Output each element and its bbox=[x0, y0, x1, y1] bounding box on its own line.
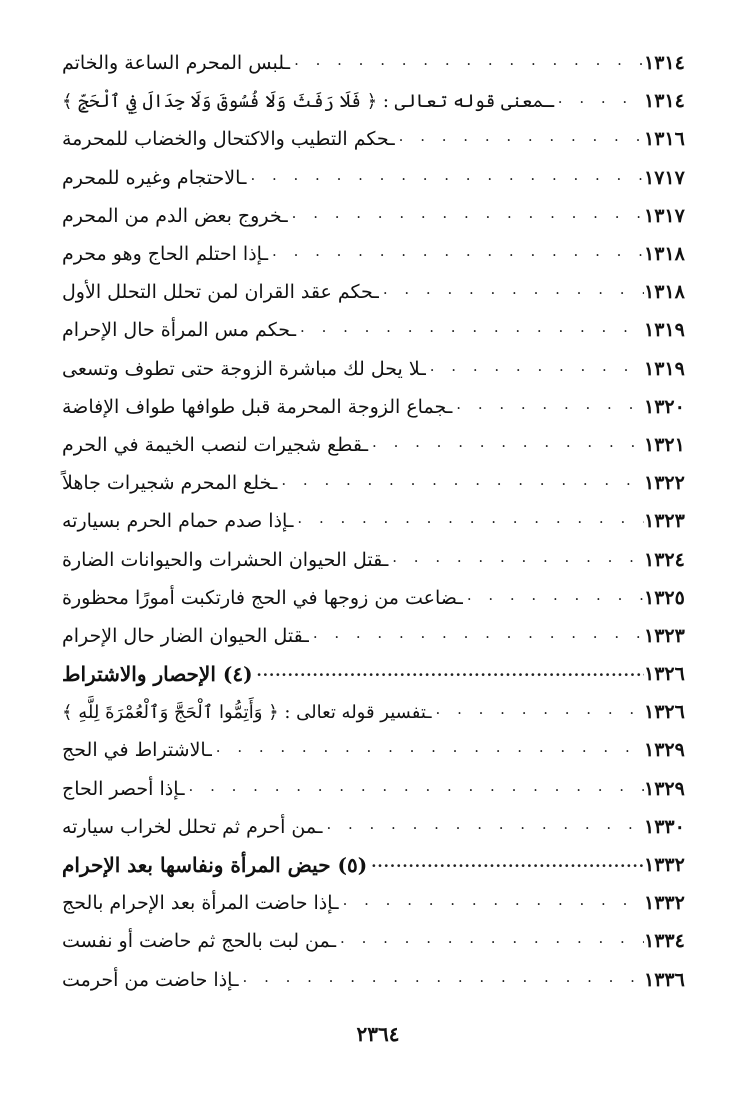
leader-dots bbox=[290, 53, 644, 73]
toc-entry-page: ١٣٢٣ bbox=[644, 624, 685, 647]
toc-entry bbox=[56, 961, 706, 999]
toc-entry-page: ١٣٢٢ bbox=[644, 472, 685, 495]
leader-dots bbox=[336, 931, 644, 951]
toc-entry bbox=[56, 464, 706, 502]
toc-entry bbox=[56, 426, 706, 464]
leader-dots bbox=[293, 511, 644, 531]
toc-entry bbox=[56, 579, 706, 617]
toc-entry bbox=[56, 197, 706, 235]
toc-entry bbox=[56, 120, 706, 158]
leader-dots bbox=[296, 320, 644, 340]
toc-entry bbox=[56, 82, 706, 120]
leader-dots bbox=[309, 626, 644, 646]
leader-dots bbox=[395, 129, 644, 149]
toc-section-heading bbox=[56, 846, 706, 884]
toc-entry bbox=[56, 159, 706, 197]
toc-entry-page: ١٣٢٩ bbox=[644, 739, 685, 762]
toc-entry-page: ١٣٢٤ bbox=[644, 548, 685, 571]
toc-section-page: ١٣٢٦ bbox=[644, 663, 685, 686]
toc-entry-page: ١٣٢٥ bbox=[644, 586, 685, 609]
toc-section-title: (٤) الإحصار والاشتراط bbox=[62, 662, 253, 687]
toc-entry bbox=[56, 922, 706, 960]
toc-entry bbox=[56, 311, 706, 349]
toc-entry bbox=[56, 350, 706, 388]
toc-entry bbox=[56, 44, 706, 82]
toc-entry-page: ١٧١٧ bbox=[644, 166, 685, 189]
toc-entry-title: ـإذا حاضت المرأة بعد الإحرام بالحج bbox=[62, 892, 339, 915]
toc-entry bbox=[56, 808, 706, 846]
toc-entry-page: ١٣١٨ bbox=[644, 281, 685, 304]
toc-entry-title: ـمعنى قوله تعالى : ﴿ فَلَا رَفَثَ وَلَا فُسُوقَ وَلَا جِدَالَ فِي ٱلْحَجِّ ﴾ bbox=[62, 90, 554, 112]
leader-dots bbox=[367, 855, 644, 875]
leader-dots bbox=[268, 244, 644, 264]
leader-dots bbox=[246, 168, 644, 188]
toc-section-page: ١٣٣٢ bbox=[644, 854, 685, 877]
toc-entry-title: ـإذا صدم حمام الحرم بسيارته bbox=[62, 510, 294, 533]
leader-dots bbox=[253, 664, 644, 684]
toc-entry-title: ـضاعت من زوجها في الحج فارتكبت أمورًا محظورة bbox=[62, 586, 463, 609]
toc-entry bbox=[56, 235, 706, 273]
toc-entry-page: ١٣٢٠ bbox=[644, 395, 685, 418]
toc-entry-page: ١٣٣٢ bbox=[644, 892, 685, 915]
toc-entry-page: ١٣١٨ bbox=[644, 243, 685, 266]
toc-entry-title: ـتفسير قوله تعالى : ﴿ وَأَتِمُّوا ٱلْحَجَّ وَٱلْعُمْرَةَ لِلَّهِ ﴾ bbox=[62, 701, 432, 723]
toc-entry bbox=[56, 884, 706, 922]
toc-entry bbox=[56, 731, 706, 769]
leader-dots bbox=[368, 435, 644, 455]
toc-entry-title: ـحكم التطيب والاكتحال والخضاب للمحرمة bbox=[62, 128, 395, 151]
leader-dots bbox=[426, 359, 644, 379]
toc-entry bbox=[56, 617, 706, 655]
toc-entry-page: ١٣١٤ bbox=[644, 90, 685, 113]
toc-entry-title: ـلبس المحرم الساعة والخاتم bbox=[62, 52, 291, 75]
toc-section-heading bbox=[56, 655, 706, 693]
toc-entry-page: ١٣٢٦ bbox=[644, 701, 685, 724]
leader-dots bbox=[288, 206, 644, 226]
toc-entry-title: ـلا يحل لك مباشرة الزوجة حتى تطوف وتسعى bbox=[62, 357, 426, 380]
page-number: ٢٣٦٤ bbox=[356, 1022, 400, 1046]
leader-dots bbox=[322, 817, 644, 837]
leader-dots bbox=[212, 740, 644, 760]
toc-entry-title: ـإذا احتلم الحاج وهو محرم bbox=[62, 243, 269, 266]
toc-entry-title: ـخروج بعض الدم من المحرم bbox=[62, 204, 288, 227]
toc-entry-title: ـمن أحرم ثم تحلل لخراب سيارته bbox=[62, 815, 323, 838]
toc-entry-page: ١٣٢٣ bbox=[644, 510, 685, 533]
toc-entry-title: ـالاحتجام وغيره للمحرم bbox=[62, 166, 247, 189]
leader-dots bbox=[432, 702, 644, 722]
toc-entry-page: ١٣١٧ bbox=[644, 204, 685, 227]
toc-entry-page: ١٣٣٦ bbox=[644, 968, 685, 991]
toc-entry bbox=[56, 540, 706, 578]
toc-entry-title: ـخلع المحرم شجيرات جاهلاً bbox=[62, 472, 278, 495]
leader-dots bbox=[185, 779, 644, 799]
leader-dots bbox=[277, 473, 644, 493]
table-of-contents bbox=[56, 44, 706, 999]
leader-dots bbox=[379, 282, 644, 302]
toc-entry-title: ـقطع شجيرات لنصب الخيمة في الحرم bbox=[62, 433, 369, 456]
toc-entry-title: ـقتل الحيوان الضار حال الإحرام bbox=[62, 624, 309, 647]
toc-entry-title: ـحكم عقد القران لمن تحلل التحلل الأول bbox=[62, 281, 379, 304]
leader-dots bbox=[239, 970, 644, 990]
toc-entry-page: ١٣١٦ bbox=[644, 128, 685, 151]
toc-entry-title: ـجماع الزوجة المحرمة قبل طوافها طواف الإفاضة bbox=[62, 395, 453, 418]
toc-entry-page: ١٣٣٤ bbox=[644, 930, 685, 953]
toc-entry-title: ـمن لبت بالحج ثم حاضت أو نفست bbox=[62, 930, 337, 953]
toc-entry-page: ١٣١٩ bbox=[644, 319, 685, 342]
toc-entry bbox=[56, 273, 706, 311]
toc-entry bbox=[56, 693, 706, 731]
toc-section-title: (٥) حيض المرأة ونفاسها بعد الإحرام bbox=[62, 853, 368, 878]
leader-dots bbox=[388, 550, 644, 570]
toc-entry-title: ـقتل الحيوان الحشرات والحيوانات الضارة bbox=[62, 548, 389, 571]
toc-entry bbox=[56, 770, 706, 808]
toc-entry bbox=[56, 388, 706, 426]
leader-dots bbox=[463, 588, 644, 608]
leader-dots bbox=[452, 397, 644, 417]
toc-entry-page: ١٣٢١ bbox=[644, 433, 685, 456]
toc-entry-title: ـإذا حاضت من أحرمت bbox=[62, 968, 239, 991]
toc-entry-title: ـحكم مس المرأة حال الإحرام bbox=[62, 319, 297, 342]
leader-dots bbox=[339, 893, 644, 913]
toc-entry-title: ـالاشتراط في الحج bbox=[62, 739, 212, 762]
toc-entry-page: ١٣١٩ bbox=[644, 357, 685, 380]
toc-entry bbox=[56, 502, 706, 540]
toc-entry-title: ـإذا أحصر الحاج bbox=[62, 777, 185, 800]
toc-entry-page: ١٣٣٠ bbox=[644, 815, 685, 838]
toc-entry-page: ١٣١٤ bbox=[644, 52, 685, 75]
toc-entry-page: ١٣٢٩ bbox=[644, 777, 685, 800]
leader-dots bbox=[554, 91, 644, 111]
